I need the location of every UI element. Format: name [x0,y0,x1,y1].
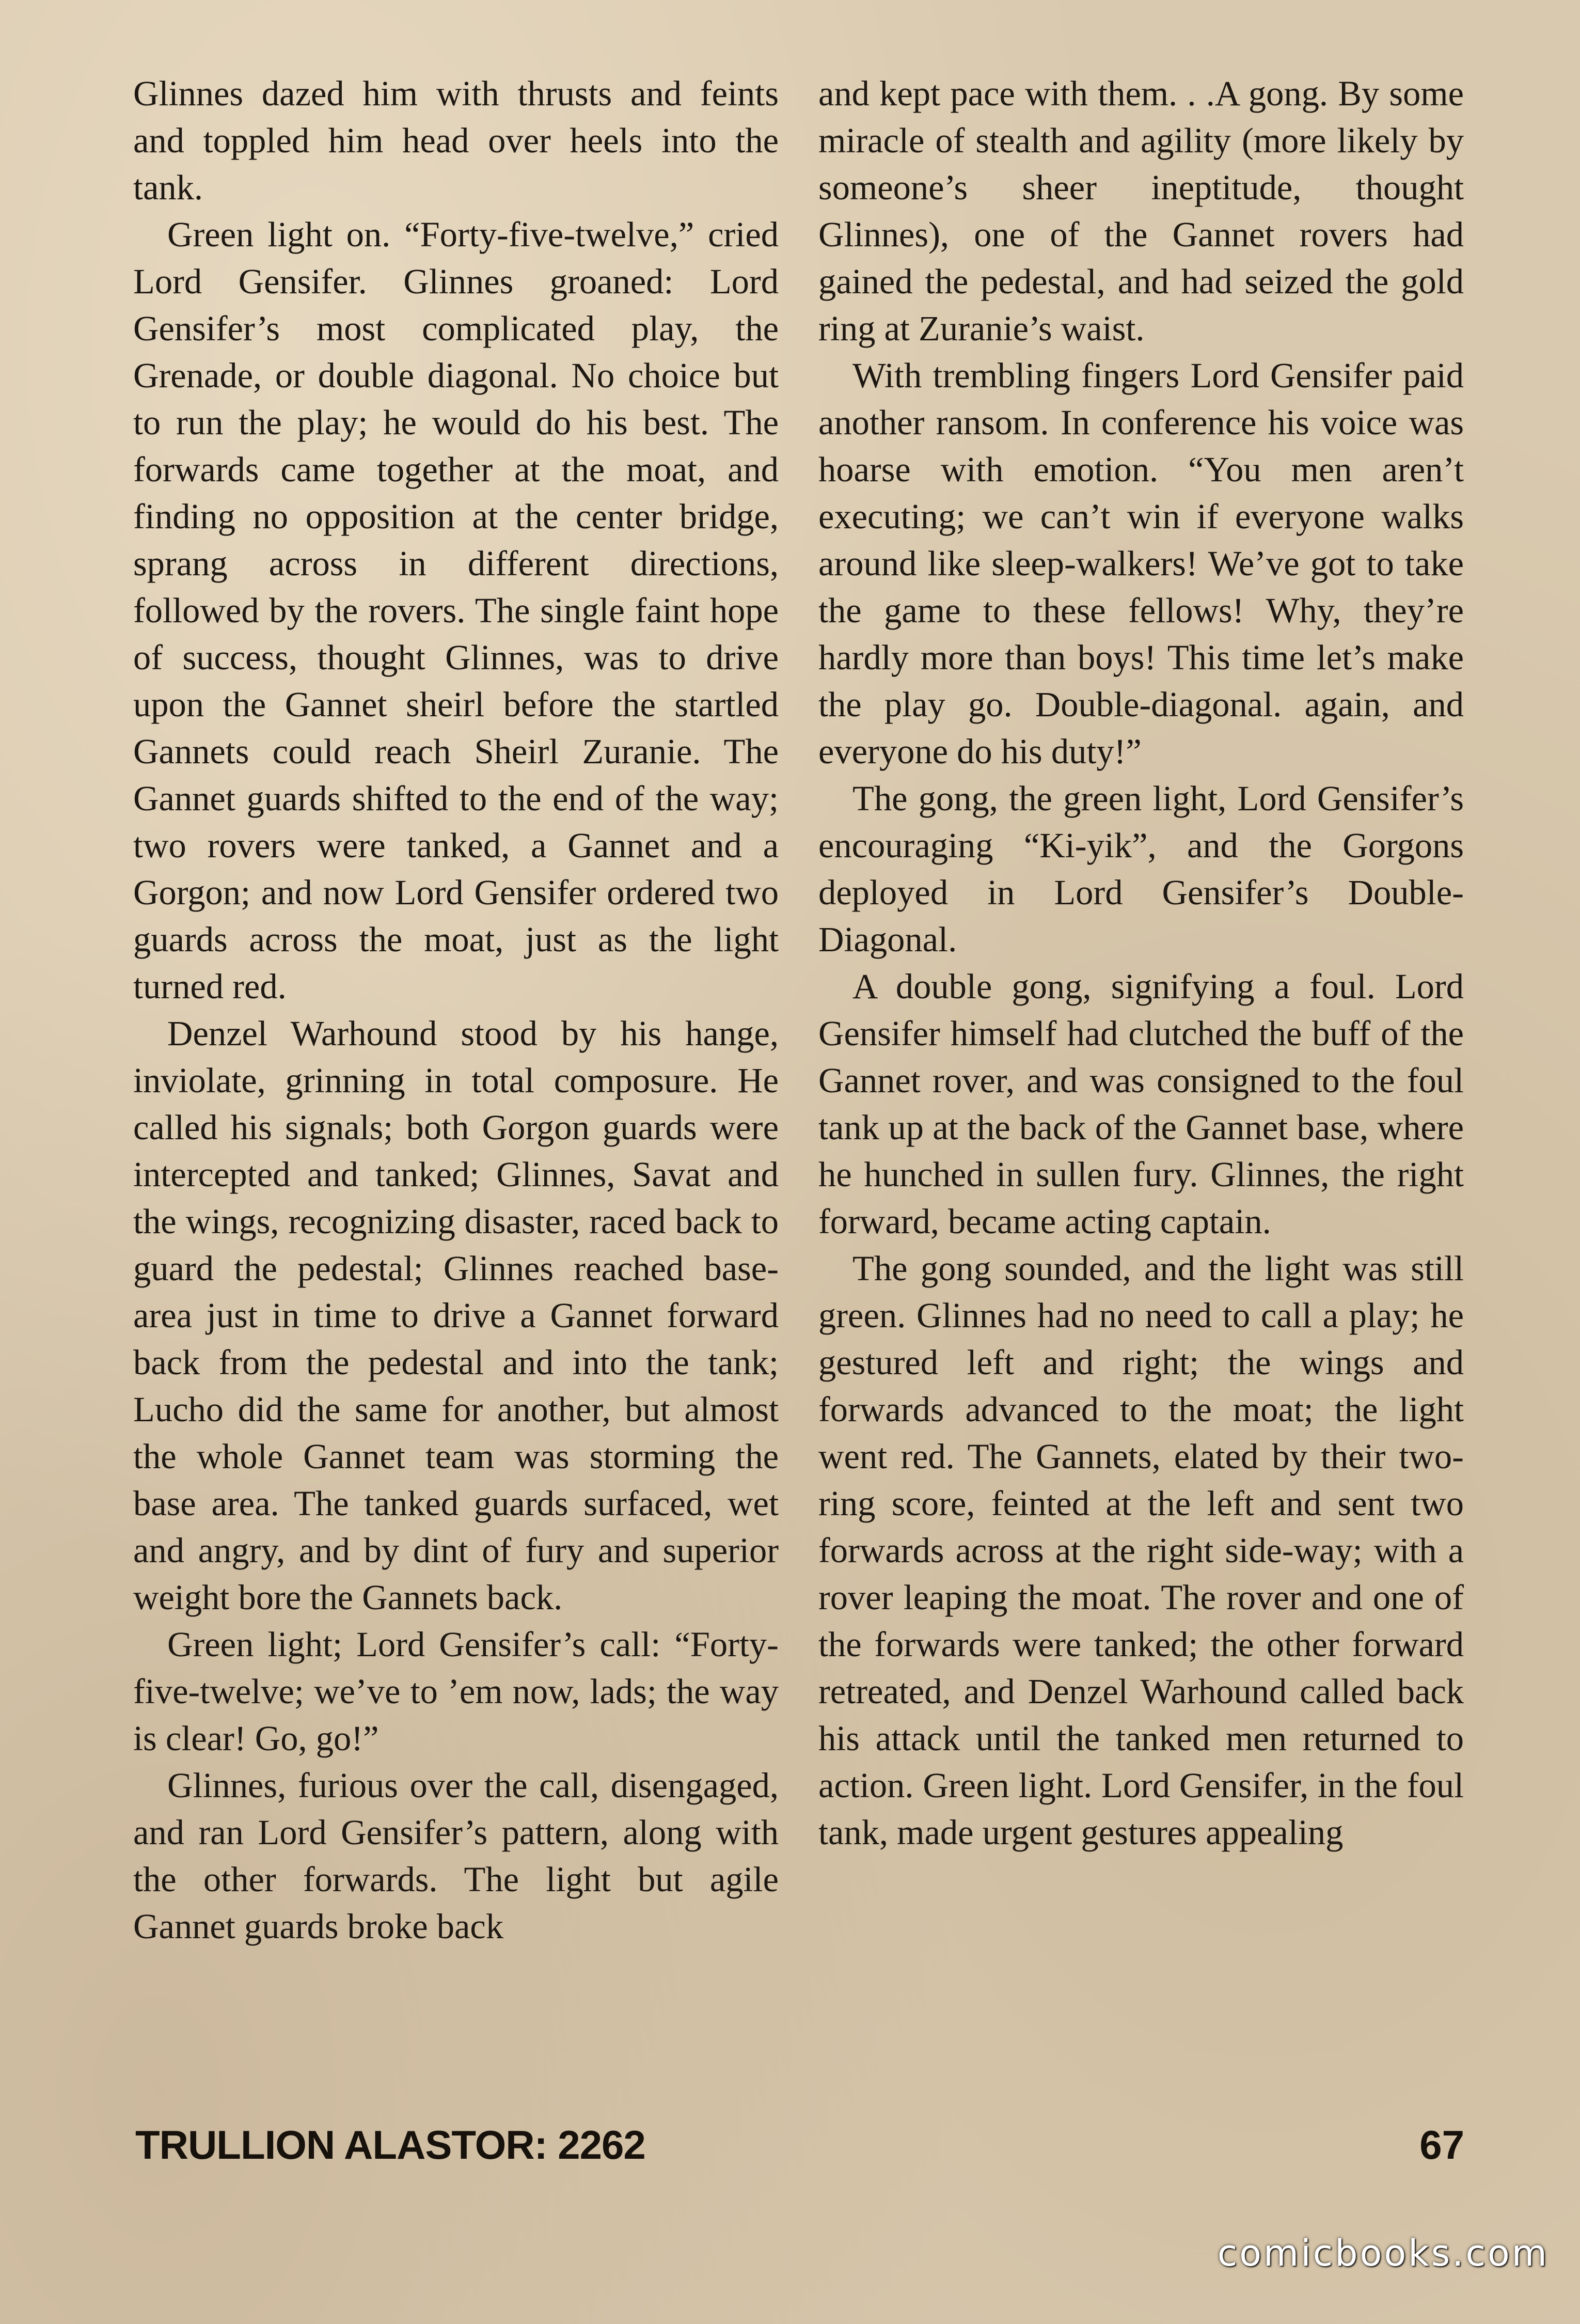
left-column [133,70,779,2115]
paragraph: Glinnes, furious over the call, disengaged, and ran Lord Gensifer’s pattern, along with the other forwards. The light but agile Gannet guards broke back [133,1766,779,1946]
paragraph: With trembling fingers Lord Gensifer paid another ransom. In conference his voice was hoarse with emotion. “You men aren’t executing; we can’t win if everyone walks around like sleep-walkers! We’ve got to take the game to these fellows! Why, they’re hardly more than boys! This time let’s make the play go. Double-diagonal. again, and everyone do his duty!” [818,356,1464,771]
watermark: comicbooks.com [1217,2232,1549,2274]
paragraph: A double gong, signifying a foul. Lord Gensifer himself had clutched the buff of the Gannet rover, and was consigned to the foul tank up at the back of the Gannet base, where he hunched in sullen fury. Glinnes, the right forward, became acting captain. [818,967,1464,1241]
paragraph: Green light on. “Forty-five-twelve,” cried Lord Gensifer. Glinnes groaned: Lord Gensifer’s most complicated play, the Grenade, or double diagonal. No choice but to run the play; he would do his best. The forwards came together at the moat, and finding no opposition at the center bridge, sprang across in different directions, followed by the rovers. The single faint hope of success, thought Glinnes, was to drive upon the Gannet sheirl before the startled Gannets could reach Sheirl Zuranie. The Gannet guards shifted to the end of the way; two rovers were tanked, a Gannet and a Gorgon; and now Lord Gensifer ordered two guards across the moat, just as the light turned red. [133,215,779,1006]
paragraph: Glinnes dazed him with thrusts and feints and toppled him head over heels into the tank. [133,74,779,207]
running-footer-title: TRULLION ALASTOR: 2262 [135,2122,645,2168]
paragraph: Denzel Warhound stood by his hange, inviolate, grinning in total composure. He called his signals; both Gorgon guards were intercepted and tanked; Glinnes, Savat and the wings, recognizing disaster, raced back to guard the pedestal; Glinnes reached base-area just in time to drive a Gannet forward back from the pedestal and into the tank; Lucho did the same for another, but almost the whole Gannet team was storming the base area. The tanked guards surfaced, wet and angry, and by dint of fury and superior weight bore the Gannets back. [133,1014,779,1617]
paragraph: The gong sounded, and the light was still green. Glinnes had no need to call a play; he gestured left and right; the wings and forwards advanced to the moat; the light went red. The Gannets, elated by their two-ring score, feinted at the left and sent two forwards across at the right side-way; with a rover leaping the moat. The rover and one of the forwards were tanked; the other forward retreated, and Denzel Warhound called back his attack until the tanked men returned to action. Green light. Lord Gensifer, in the foul tank, made urgent gestures appealing [818,1249,1464,1852]
right-column [818,70,1464,2115]
page-number: 67 [1419,2122,1464,2168]
paragraph: Green light; Lord Gensifer’s call: “Forty-five-twelve; we’ve to ’em now, lads; the way is clear! Go, go!” [133,1625,779,1758]
paragraph: The gong, the green light, Lord Gensifer’s encouraging “Ki-yik”, and the Gorgons deployed in Lord Gensifer’s Double-Diagonal. [818,779,1464,959]
paragraph: and kept pace with them. . .A gong. By some miracle of stealth and agility (more likely by someone’s sheer ineptitude, thought Glinnes), one of the Gannet rovers had gained the pedestal, and had seized the gold ring at Zuranie’s waist. [818,74,1464,348]
